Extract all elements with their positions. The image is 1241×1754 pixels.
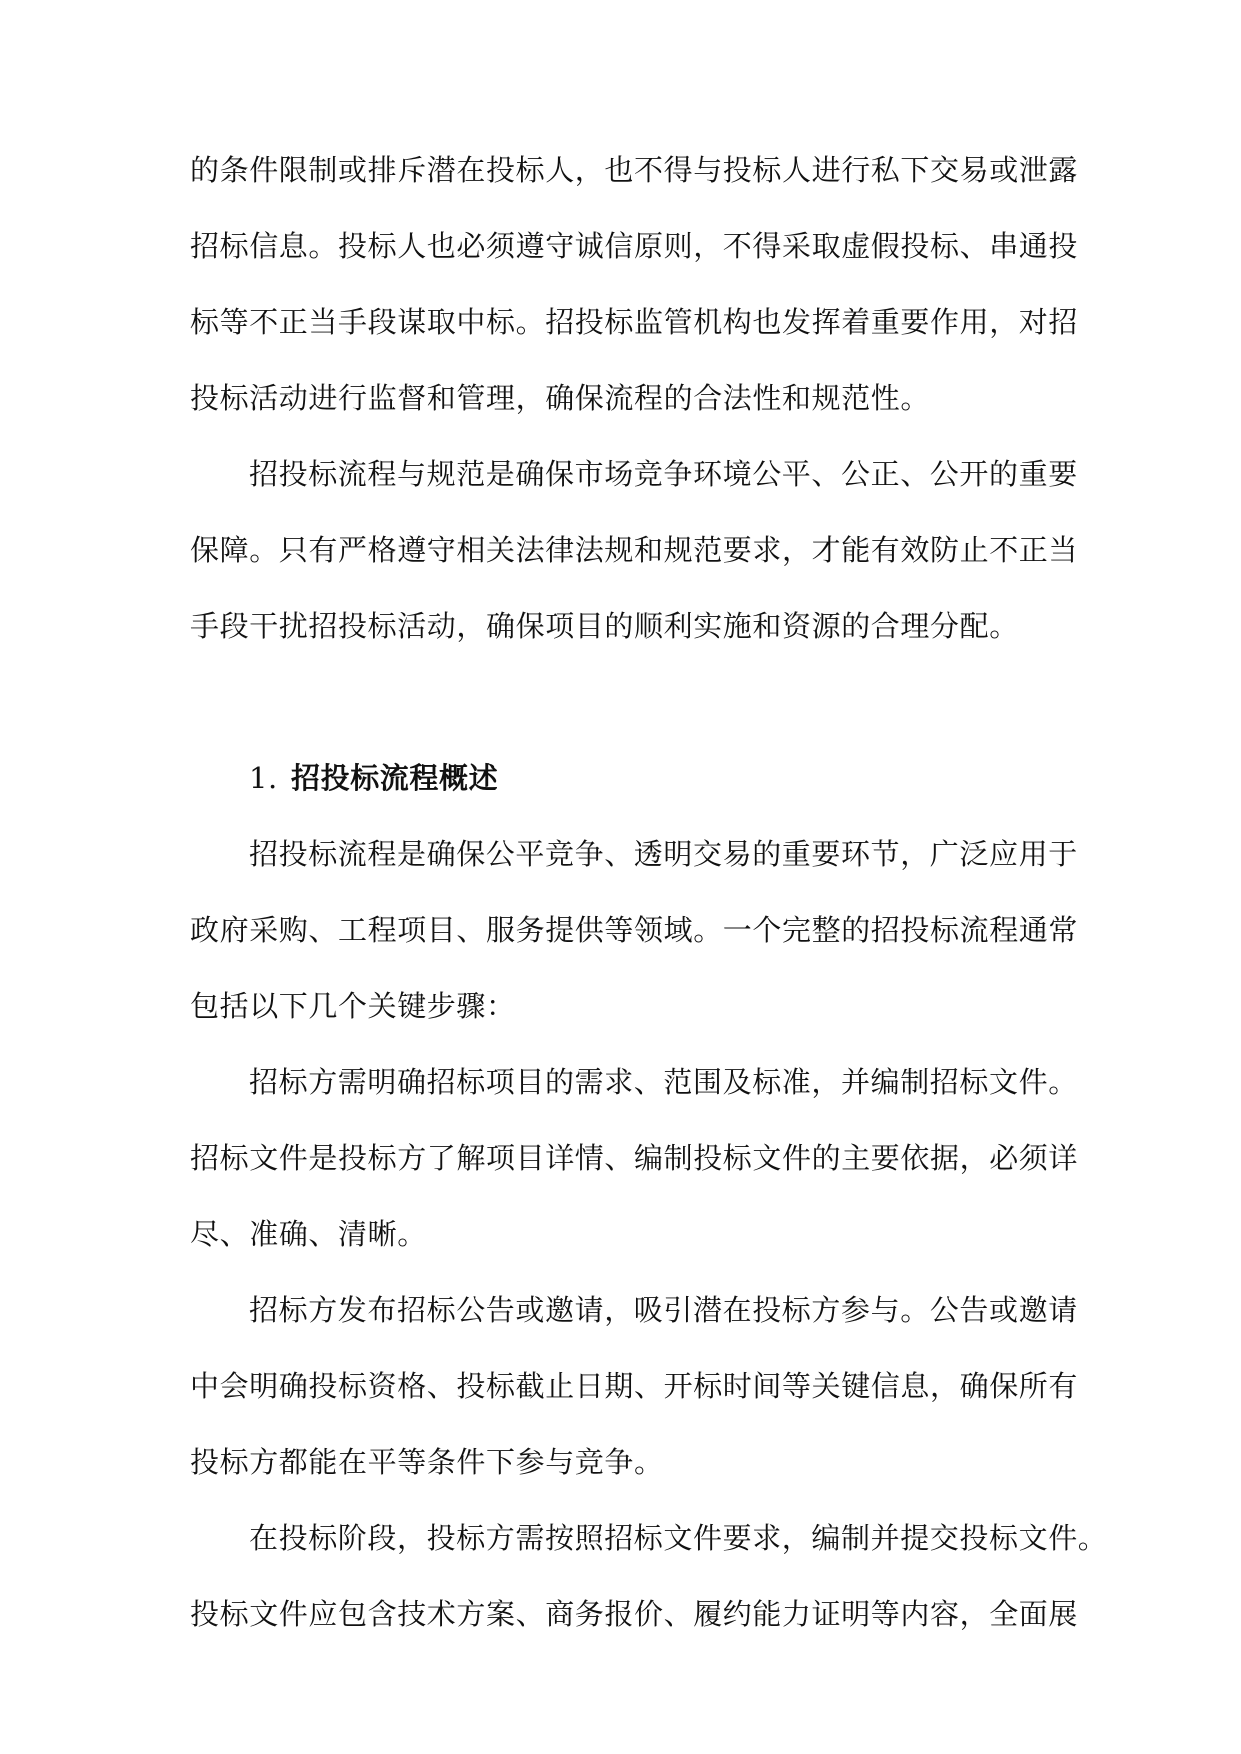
paragraph-spacer xyxy=(190,672,1052,748)
text-line: 招标方需明确招标项目的需求、范围及标准，并编制招标文件。 xyxy=(249,1065,1078,1099)
text-line: 政府采购、工程项目、服务提供等领域。一个完整的招投标流程通常 xyxy=(190,913,1079,947)
paragraph-4 xyxy=(190,1052,1079,1280)
text-line: 投标文件应包含技术方案、商务报价、履约能力证明等内容，全面展 xyxy=(190,1597,1079,1631)
text-line: 投标活动进行监督和管理，确保流程的合法性和规范性。 xyxy=(190,381,931,415)
section-heading xyxy=(190,748,1052,824)
paragraph-1 xyxy=(190,140,1079,444)
paragraph-6 xyxy=(190,1508,1108,1660)
text-line: 保障。只有严格遵守相关法律法规和规范要求，才能有效防止不正当 xyxy=(190,533,1079,567)
section-title: 招投标流程概述 xyxy=(291,761,499,795)
text-line: 招标文件是投标方了解项目详情、编制投标文件的主要依据，必须详 xyxy=(190,1141,1079,1175)
text-line: 招投标流程与规范是确保市场竞争环境公平、公正、公开的重要 xyxy=(249,457,1078,491)
text-line: 标等不正当手段谋取中标。招投标监管机构也发挥着重要作用，对招 xyxy=(190,305,1079,339)
text-line: 在投标阶段，投标方需按照招标文件要求，编制并提交投标文件。 xyxy=(249,1521,1108,1555)
text-line: 投标方都能在平等条件下参与竞争。 xyxy=(190,1445,664,1479)
text-line: 包括以下几个关键步骤： xyxy=(190,989,516,1023)
paragraph-5 xyxy=(190,1280,1079,1508)
paragraph-2 xyxy=(190,444,1079,672)
text-line: 中会明确投标资格、投标截止日期、开标时间等关键信息，确保所有 xyxy=(190,1369,1079,1403)
text-line: 招标信息。投标人也必须遵守诚信原则，不得采取虚假投标、串通投 xyxy=(190,229,1079,263)
section-number: 1. xyxy=(249,761,278,795)
text-line: 手段干扰招投标活动，确保项目的顺利实施和资源的合理分配。 xyxy=(190,609,1019,643)
text-line: 招投标流程是确保公平竞争、透明交易的重要环节，广泛应用于 xyxy=(249,837,1078,871)
text-line: 的条件限制或排斥潜在投标人，也不得与投标人进行私下交易或泄露 xyxy=(190,153,1079,187)
paragraph-3 xyxy=(190,824,1079,1052)
text-line: 招标方发布招标公告或邀请，吸引潜在投标方参与。公告或邀请 xyxy=(249,1293,1078,1327)
document-page xyxy=(190,140,1108,1660)
text-line: 尽、准确、清晰。 xyxy=(190,1217,427,1251)
